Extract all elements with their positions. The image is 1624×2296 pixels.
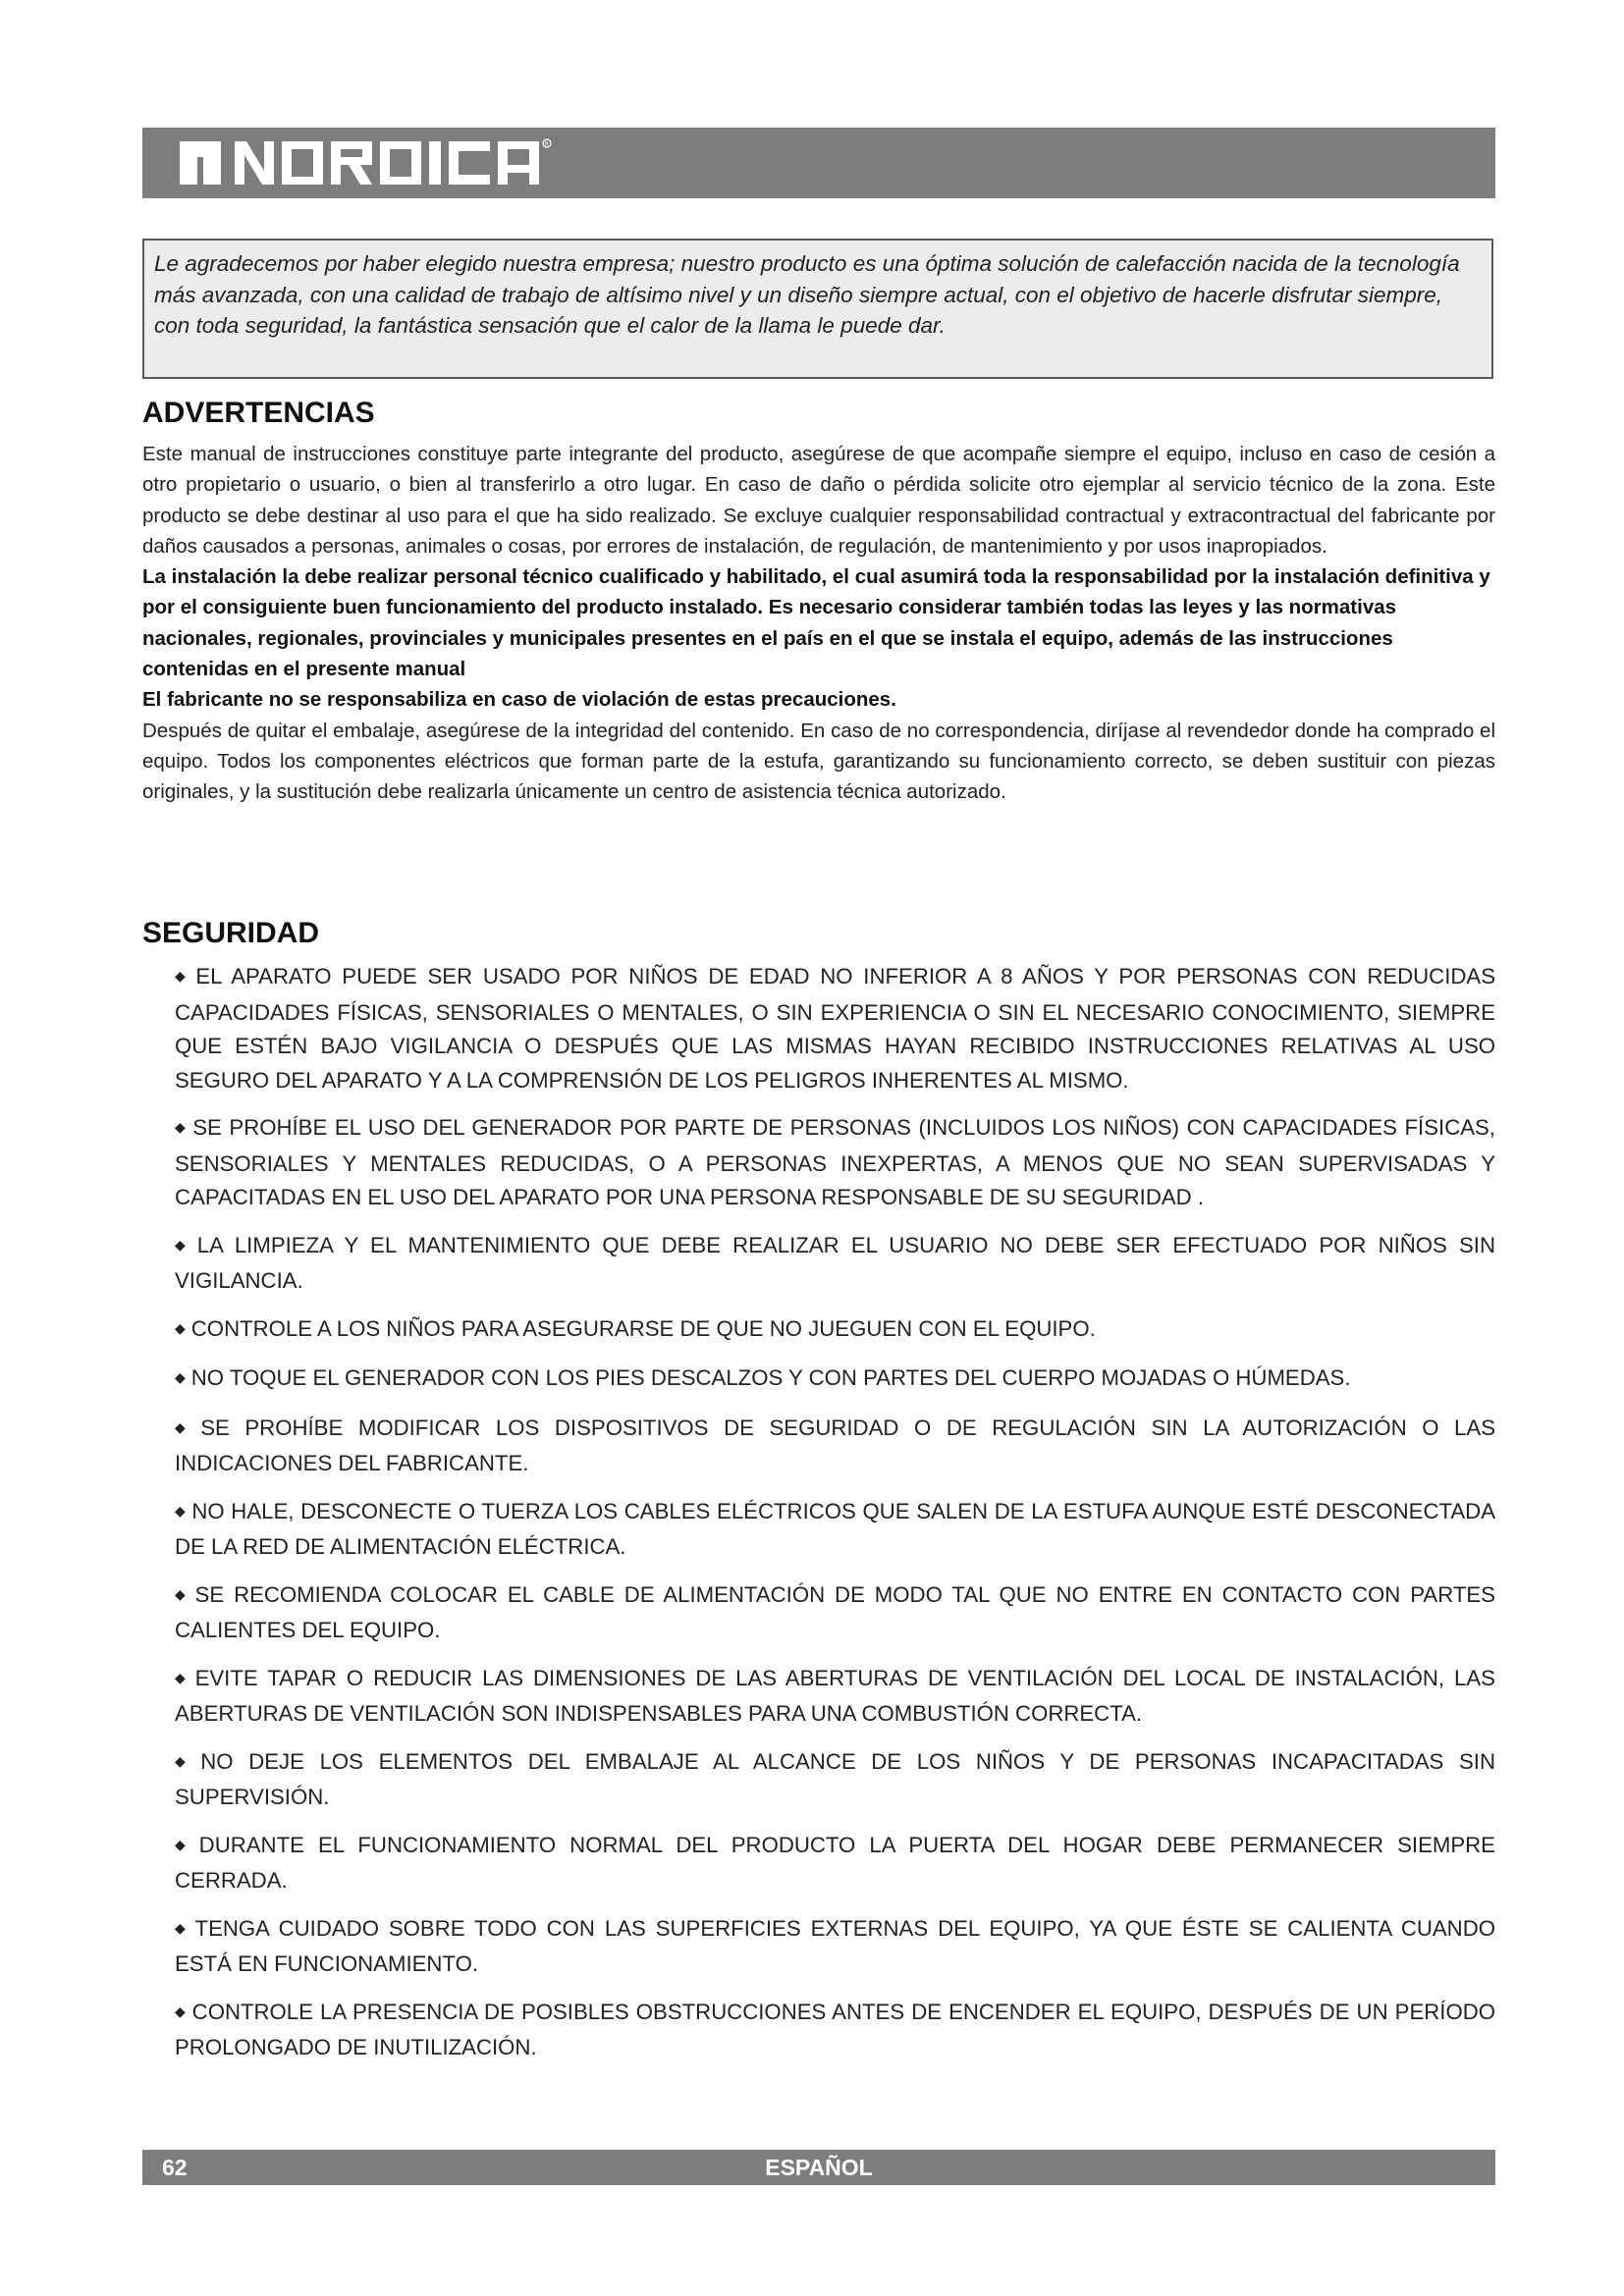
safety-item [175, 1111, 1495, 1215]
diamond-bullet-icon: ◆ [175, 1319, 186, 1336]
safety-item-text: CONTROLE A LOS NIÑOS PARA ASEGURARSE DE QUE NO JUEGUEN CON EL EQUIPO. [190, 1315, 1096, 1341]
safety-item-text: NO DEJE LOS ELEMENTOS DEL EMBALAJE AL ALCANCE DE LOS NIÑOS Y DE PERSONAS INCAPACITADAS SIN SUPERVISIÓN. [175, 1748, 1495, 1809]
safety-item [175, 1229, 1495, 1299]
safety-item [175, 1745, 1495, 1815]
safety-item-text: LA LIMPIEZA Y EL MANTENIMIENTO QUE DEBE REALIZAR EL USUARIO NO DEBE SER EFECTUADO POR NIÑOS SIN VIGILANCIA. [175, 1232, 1495, 1293]
safety-item-text: SE RECOMIENDA COLOCAR EL CABLE DE ALIMENTACIÓN DE MODO TAL QUE NO ENTRE EN CONTACTO CON PARTES CALIENTES DEL EQUIPO. [175, 1581, 1495, 1642]
advertencias-liability-notice: El fabricante no se responsabiliza en caso de violación de estas precauciones. [142, 688, 896, 712]
intro-text: Le agradecemos por haber elegido nuestra empresa; nuestro producto es una óptima solución de calefacción nacida de la tecnología más avanzada, con una calidad de trabajo de altísimo nivel y un diseño siempre actual, con el objetivo de hacerle disfrutar siempre, con toda seguridad, la fantástica sensación que el calor de la llama le puede dar. [154, 251, 1460, 338]
advertencias-title: ADVERTENCIAS [142, 397, 375, 429]
diamond-bullet-icon: ◆ [175, 1669, 189, 1685]
safety-item [175, 1829, 1495, 1898]
advertencias-paragraph-1: Este manual de instrucciones constituye parte integrante del producto, asegúrese de que acompañe siempre el equipo, incluso en caso de cesión a otro propietario o usuario, o bien al transferirlo a otro lugar. En caso de daño o pérdida solicite otro ejemplar al servicio técnico de la zona. Este producto se debe destinar al uso para el que ha sido realizado. Se excluye cualquier responsabilidad contractual y extracontractual del fabricante por daños causados a personas, animales o cosas, por errores de instalación, de regulación, de mantenimiento y por usos inapropiados. [142, 443, 1495, 558]
footer-bar [142, 2150, 1495, 2185]
safety-item [175, 1312, 1495, 1349]
diamond-bullet-icon: ◆ [175, 968, 190, 984]
safety-item [175, 1578, 1495, 1648]
safety-item-text: EL APARATO PUEDE SER USADO POR NIÑOS DE EDAD NO INFERIOR A 8 AÑOS Y POR PERSONAS CON REDUCIDAS CAPACIDADES FÍSICAS, SENSORIALES O MENTALES, O SIN EXPERIENCIA O SIN EL NECESARIO CONOCIMIENTO, SIEMPRE QUE ESTÉN BAJO VIGILANCIA O DESPUÉS QUE LAS MISMAS HAYAN RECIBIDO INSTRUCCIONES RELATIVAS AL USO SEGURO DEL APARATO Y A LA COMPRENSIÓN DE LOS PELIGROS INHERENTES AL MISMO. [175, 964, 1495, 1093]
safety-item-text: NO HALE, DESCONECTE O TUERZA LOS CABLES ELÉCTRICOS QUE SALEN DE LA ESTUFA AUNQUE ESTÉ DESCONECTADA DE LA RED DE ALIMENTACIÓN ELÉCTRICA. [175, 1498, 1495, 1559]
diamond-bullet-icon: ◆ [175, 2002, 187, 2019]
safety-item-text: SE PROHÍBE MODIFICAR LOS DISPOSITIVOS DE SEGURIDAD O DE REGULACIÓN SIN LA AUTORIZACIÓN O LAS INDICACIONES DEL FABRICANTE. [175, 1415, 1495, 1475]
safety-item [175, 1362, 1495, 1398]
diamond-bullet-icon: ◆ [175, 1502, 187, 1519]
safety-item [175, 1412, 1495, 1481]
safety-item [175, 960, 1495, 1097]
safety-item-text: NO TOQUE EL GENERADOR CON LOS PIES DESCALZOS Y CON PARTES DEL CUERPO MOJADAS O HÚMEDAS. [190, 1365, 1351, 1390]
page-number: 62 [162, 2155, 188, 2180]
diamond-bullet-icon: ◆ [175, 1369, 186, 1385]
nordica-logo [178, 133, 590, 192]
safety-item-text: DURANTE EL FUNCIONAMIENTO NORMAL DEL PRODUCTO LA PUERTA DEL HOGAR DEBE PERMANECER SIEMPRE CERRADA. [175, 1832, 1495, 1893]
diamond-bullet-icon: ◆ [175, 1236, 191, 1253]
diamond-bullet-icon: ◆ [175, 1119, 188, 1135]
header-bar [142, 128, 1495, 198]
footer-language: ESPAÑOL [765, 2155, 873, 2180]
diamond-bullet-icon: ◆ [175, 1585, 189, 1602]
diamond-bullet-icon: ◆ [175, 1752, 195, 1769]
safety-list [175, 960, 1495, 2079]
advertencias-body [142, 439, 1495, 808]
safety-item-text: EVITE TAPAR O REDUCIR LAS DIMENSIONES DE LAS ABERTURAS DE VENTILACIÓN DEL LOCAL DE INSTALACIÓN, LAS ABERTURAS DE VENTILACIÓN SON INDISPENSABLES PARA UNA COMBUSTIÓN CORRECTA. [175, 1665, 1495, 1726]
safety-item-text: CONTROLE LA PRESENCIA DE POSIBLES OBSTRUCCIONES ANTES DE ENCENDER EL EQUIPO, DESPUÉS DE UN PERÍODO PROLONGADO DE INUTILIZACIÓN. [175, 1999, 1495, 2059]
safety-item [175, 1662, 1495, 1732]
diamond-bullet-icon: ◆ [175, 1418, 195, 1435]
advertencias-paragraph-2: Después de quitar el embalaje, asegúrese de la integridad del contenido. En caso de no correspondencia, diríjase al revendedor donde ha comprado el equipo. Todos los componentes eléctricos que forman parte de la estufa, garantizando su funcionamiento correcto, se deben sustituir con piezas originales, y la sustitución debe realizarla únicamente un centro de asistencia técnica autorizado. [142, 719, 1495, 804]
safety-item [175, 1996, 1495, 2065]
advertencias-installation-notice: La instalación la debe realizar personal técnico cualificado y habilitado, el cual asumirá toda la responsabilidad por la instalación definitiva y por el consiguiente buen funcionamiento del producto instalado. Es necesario considerar también todas las leyes y las normativas nacionales, regionales, provinciales y municipales presentes en el país en el que se instala el equipo, además de las instrucciones contenidas en el presente manual [142, 565, 1490, 681]
diamond-bullet-icon: ◆ [175, 1836, 193, 1852]
seguridad-title: SEGURIDAD [142, 917, 320, 949]
safety-item [175, 1495, 1495, 1565]
svg-text:R: R [544, 140, 549, 148]
safety-item-text: SE PROHÍBE EL USO DEL GENERADOR POR PARTE DE PERSONAS (INCLUIDOS LOS NIÑOS) CON CAPACIDADES FÍSICAS, SENSORIALES Y MENTALES REDUCIDAS, O A PERSONAS INEXPERTAS, A MENOS QUE NO SEAN SUPERVISADAS Y CAPACITADAS EN EL USO DEL APARATO POR UNA PERSONA RESPONSABLE DE SU SEGURIDAD . [175, 1115, 1495, 1209]
safety-item [175, 1912, 1495, 1982]
diamond-bullet-icon: ◆ [175, 1919, 189, 1936]
safety-item-text: TENGA CUIDADO SOBRE TODO CON LAS SUPERFICIES EXTERNAS DEL EQUIPO, YA QUE ÉSTE SE CALIENTA CUANDO ESTÁ EN FUNCIONAMIENTO. [175, 1915, 1495, 1976]
intro-box [142, 239, 1493, 379]
